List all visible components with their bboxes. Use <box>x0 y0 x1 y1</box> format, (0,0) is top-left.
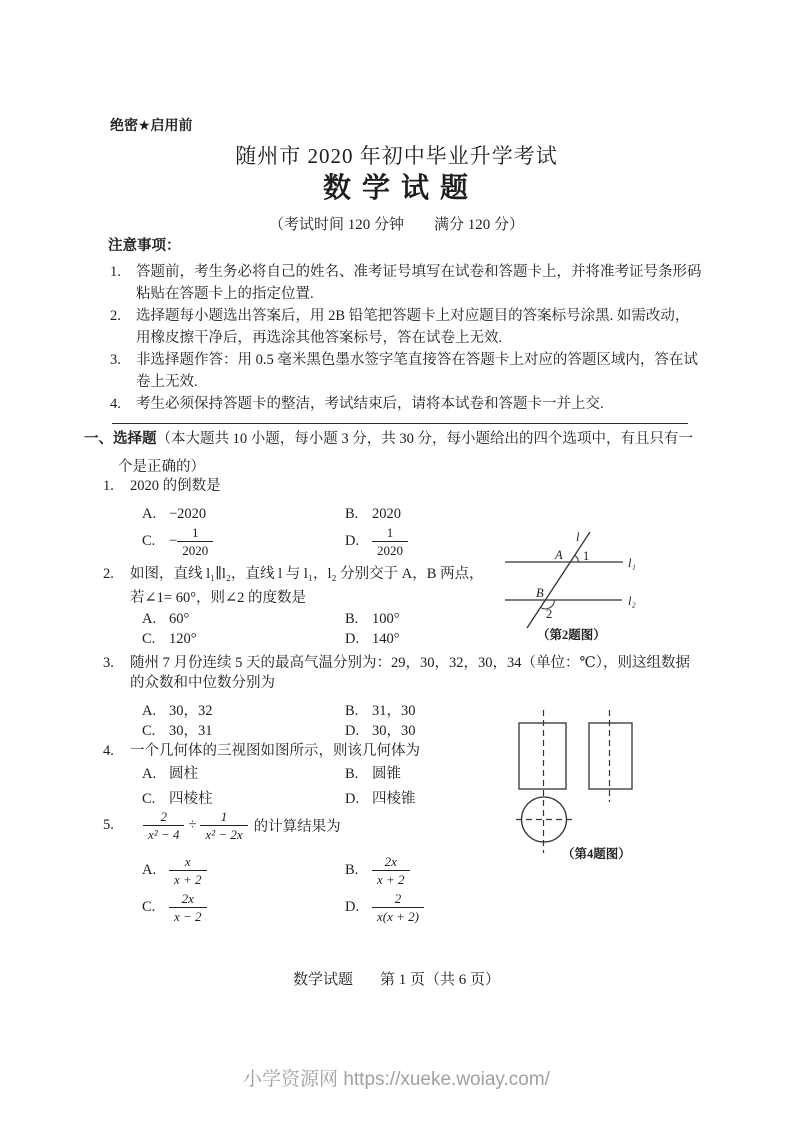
question-2-stem-line-2: 若∠1= 60°，则∠2 的度数是 <box>130 590 307 606</box>
q3-option-c-text: 30，31 <box>169 723 213 739</box>
exam-title: 随州市 2020 年初中毕业升学考试 <box>235 144 558 168</box>
question-3-number: 3. <box>103 655 114 671</box>
fig2-label-transversal: l <box>576 530 580 544</box>
question-4-options-row-2 <box>142 791 416 808</box>
q3-option-c-label: C. <box>142 723 156 739</box>
question-2-figure-caption: （第2题图） <box>537 628 606 642</box>
q3-option-d-label: D. <box>345 723 360 739</box>
notes-title: 注意事项： <box>108 238 181 254</box>
question-3-stem-line-1 <box>103 655 690 672</box>
q2-option-b-label: B. <box>345 611 359 627</box>
q1-option-c-fraction: $\frac{1}{2020}$ <box>177 525 213 558</box>
q1-option-d <box>345 525 408 558</box>
q2-option-d-text: 140° <box>372 631 400 647</box>
q2-option-c-label: C. <box>142 631 156 647</box>
q2-option-b-text: 100° <box>372 611 400 627</box>
q5-option-c <box>142 891 207 924</box>
q2-option-c-text: 120° <box>169 631 197 647</box>
fig2-label-line1: l₁ <box>628 556 636 570</box>
exam-info: （考试时间 120 分钟 满分 120 分） <box>268 217 524 233</box>
question-3-stem-line-2: 的众数和中位数分别为 <box>130 675 275 691</box>
q5-option-d-fraction: $\frac{2}{x(x + 2)}$ <box>372 891 424 924</box>
question-2-stem-line-1 <box>103 566 484 583</box>
q3-option-b-text: 31，30 <box>372 703 416 719</box>
question-1-options-row-1 <box>142 506 401 523</box>
q5-option-b-fraction: $\frac{2x}{x + 2}$ <box>372 854 410 887</box>
notice-4-number: 4. <box>110 396 121 412</box>
q4-option-b-label: B. <box>345 766 359 782</box>
q5-stem-fraction-2: $\frac{1}{\text{x² − 2x}}$ <box>200 809 247 842</box>
classification-label: 绝密★启用前 <box>110 117 193 133</box>
q1-option-a-label: A. <box>142 506 157 522</box>
question-2-text-1: 如图，直线 l₁∥l₂，直线 l 与 l₁，l₂ 分别交于 A，B 两点， <box>130 566 484 582</box>
q1-option-c-label: C. <box>142 533 156 549</box>
notice-2-number: 2. <box>110 308 121 324</box>
fig2-label-point-b: B <box>536 586 544 600</box>
page-footer <box>0 968 793 989</box>
q5-divide-operator: ÷ <box>188 817 197 833</box>
question-4-options-row-1 <box>142 766 401 783</box>
question-1-number: 1. <box>103 478 114 494</box>
q4-option-c-label: C. <box>142 791 156 807</box>
fig2-label-point-a: A <box>555 548 563 562</box>
q4-option-a-text: 圆柱 <box>169 766 198 782</box>
q5-option-a <box>142 854 207 887</box>
q2-option-d-label: D. <box>345 631 360 647</box>
question-5-number: 5. <box>103 817 114 833</box>
notice-item-2-line-2: 用橡皮擦干净后，再选涂其他答案标号，答在试卷上无效. <box>136 330 503 346</box>
site-watermark: 小学资源网 https://xueke.woiay.com/ <box>243 1069 550 1090</box>
q4-option-d-label: D. <box>345 791 360 807</box>
question-4-text: 一个几何体的三视图如图所示，则该几何体为 <box>130 743 420 759</box>
notice-3-text: 非选择题作答：用 0.5 毫米黑色墨水签字笔直接答在答题卡上对应的答题区域内，答在试 <box>136 352 698 368</box>
q2-option-a-text: 60° <box>169 611 190 627</box>
section-header-line-1 <box>84 431 693 448</box>
q4-option-d-text: 四棱锥 <box>372 791 416 807</box>
q1-option-c-minus: − <box>169 533 178 549</box>
question-3-options-row-1 <box>142 703 416 720</box>
section-header-rest: （本大题共 10 小题，每小题 3 分，共 30 分，每小题给出的四个选项中，有且只有一 <box>156 431 693 447</box>
notice-2-text: 选择题每小题选出答案后，用 2B 铅笔把答题卡上对应题目的答案标号涂黑. 如需改动， <box>136 308 690 324</box>
question-2-options-row-1 <box>142 611 400 628</box>
notice-item-3-line-2: 卷上无效. <box>136 374 198 390</box>
fig2-label-line2: l₂ <box>628 594 636 608</box>
q4-option-a-label: A. <box>142 766 157 782</box>
q1-option-c <box>142 525 213 558</box>
q5-option-b-label: B. <box>345 862 359 878</box>
q1-option-d-fraction: $\frac{1}{2020}$ <box>372 525 408 558</box>
notice-1-text: 答题前，考生务必将自己的姓名、准考证号填写在试卷和答题卡上，并将准考证号条形码 <box>136 264 702 280</box>
question-4-stem <box>103 743 420 760</box>
subject-title: 数 学 试 题 <box>322 173 470 204</box>
q5-stem-suffix: 的计算结果为 <box>253 819 341 835</box>
question-1-stem <box>103 478 221 495</box>
q3-option-a-text: 30，32 <box>169 703 213 719</box>
notice-item-4-line-1 <box>110 396 604 413</box>
section-title: 一、选择题 <box>84 431 157 447</box>
q4-option-b-text: 圆锥 <box>372 766 401 782</box>
fig2-label-angle-2: 2 <box>546 607 553 621</box>
notice-item-1-line-2: 粘贴在答题卡上的指定位置. <box>136 286 314 302</box>
notice-1-number: 1. <box>110 264 121 280</box>
fig2-label-angle-1: 1 <box>583 549 590 563</box>
question-4-figure-caption: （第4题图） <box>562 847 631 861</box>
footer-doc-label: 数学试题 <box>292 972 353 988</box>
question-2-number: 2. <box>103 566 114 582</box>
notice-item-1-line-1 <box>110 264 702 281</box>
q2-option-a-label: A. <box>142 611 157 627</box>
q1-option-d-label: D. <box>345 533 360 549</box>
q1-option-b-text: 2020 <box>372 506 401 522</box>
notice-4-text: 考生必须保持答题卡的整洁，考试结束后，请将本试卷和答题卡一并上交. <box>136 396 604 412</box>
q4-option-c-text: 四棱柱 <box>169 791 213 807</box>
notice-item-3-line-1 <box>110 352 698 369</box>
q5-option-c-label: C. <box>142 899 156 915</box>
question-4-number: 4. <box>103 743 114 759</box>
q1-option-b-label: B. <box>345 506 359 522</box>
section-divider <box>112 423 688 424</box>
notice-item-2-line-1 <box>110 308 689 325</box>
question-2-options-row-2 <box>142 631 400 648</box>
q3-option-a-label: A. <box>142 703 157 719</box>
q3-option-b-label: B. <box>345 703 359 719</box>
question-4-figure <box>500 700 670 860</box>
q5-option-b <box>345 854 410 887</box>
q5-option-c-fraction: $\frac{2x}{x - 2}$ <box>169 891 207 924</box>
q5-option-d-label: D. <box>345 899 360 915</box>
question-3-options-row-2 <box>142 723 416 740</box>
q3-option-d-text: 30，30 <box>372 723 416 739</box>
footer-page-number: 第 1 页（共 6 页） <box>380 972 501 988</box>
q5-option-d <box>345 891 424 924</box>
question-1-text: 2020 的倒数是 <box>130 478 221 494</box>
q1-option-a-text: −2020 <box>169 506 207 522</box>
question-5-stem <box>103 809 341 842</box>
section-header-line-2: 个是正确的） <box>118 459 205 475</box>
q5-option-a-fraction: $\frac{x}{x + 2}$ <box>169 854 207 887</box>
question-3-text-1: 随州 7 月份连续 5 天的最高气温分别为：29，30，32，30，34（单位：℃），则这组数据 <box>130 655 690 671</box>
notice-3-number: 3. <box>110 352 121 368</box>
q5-stem-fraction-1: $\frac{2}{\text{x² − 4}}$ <box>143 809 184 842</box>
q5-option-a-label: A. <box>142 862 157 878</box>
